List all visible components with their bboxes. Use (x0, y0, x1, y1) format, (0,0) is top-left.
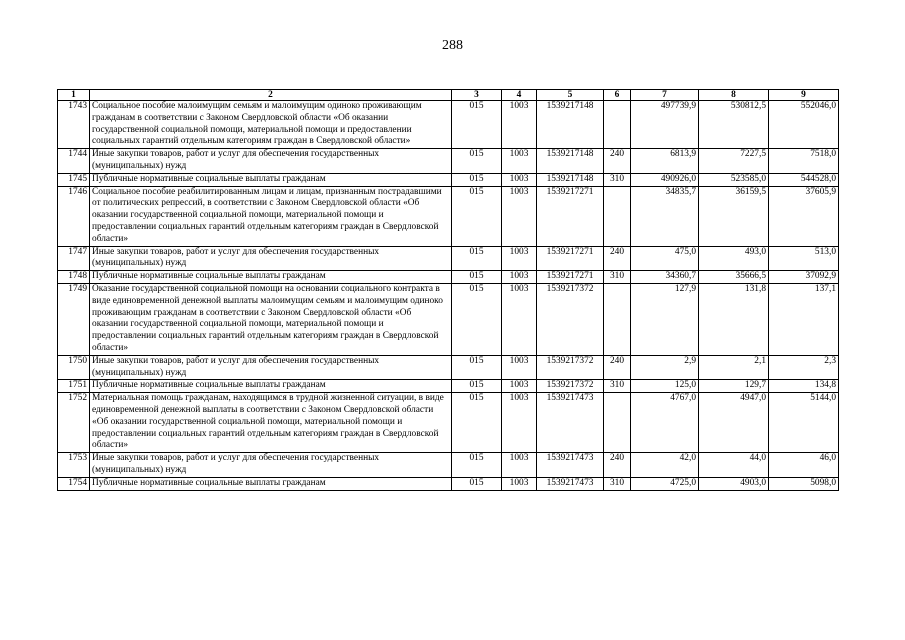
amount-col9: 37092,9 (769, 271, 839, 284)
amount-col8: 530812,5 (699, 101, 769, 149)
ministry-code: 015 (452, 477, 502, 490)
amount-col7: 34835,7 (631, 186, 699, 246)
ministry-code: 015 (452, 355, 502, 380)
expense-type-code (604, 186, 631, 246)
section-code: 1003 (502, 246, 537, 271)
column-header: 9 (769, 90, 839, 101)
amount-col8: 2,1 (699, 355, 769, 380)
table-row (58, 186, 839, 246)
row-number: 1753 (58, 453, 90, 478)
expense-type-code (604, 101, 631, 149)
row-number: 1746 (58, 186, 90, 246)
row-number: 1748 (58, 271, 90, 284)
expense-type-code: 240 (604, 246, 631, 271)
amount-col8: 523585,0 (699, 173, 769, 186)
amount-col7: 497739,9 (631, 101, 699, 149)
amount-col8: 44,0 (699, 453, 769, 478)
target-code: 1539217271 (537, 186, 604, 246)
amount-col7: 42,0 (631, 453, 699, 478)
ministry-code: 015 (452, 186, 502, 246)
row-description: Материальная помощь гражданам, находящимся в трудной жизненной ситуации, в виде единовременной денежной выплаты в соответствии с Законом Свердловской области «Об оказании государственной социальной помощи, материальной помощи и предоставлении социальных гарантий отдельным категориям граждан в Свердловской области» (90, 393, 452, 453)
column-header: 2 (90, 90, 452, 101)
target-code: 1539217372 (537, 283, 604, 355)
section-code: 1003 (502, 283, 537, 355)
amount-col7: 34360,7 (631, 271, 699, 284)
row-number: 1751 (58, 380, 90, 393)
row-description: Публичные нормативные социальные выплаты гражданам (90, 380, 452, 393)
expense-type-code: 240 (604, 355, 631, 380)
amount-col9: 7518,0 (769, 149, 839, 174)
row-description: Социальное пособие реабилитированным лицам и лицам, признанным пострадавшими от политических репрессий, в соответствии с Законом Свердловской области «Об оказании государственной социальной помощи, материальной помощи и предоставлении социальных гарантий отдельным категориям граждан в Свердловской области» (90, 186, 452, 246)
section-code: 1003 (502, 453, 537, 478)
table-row (58, 380, 839, 393)
section-code: 1003 (502, 101, 537, 149)
section-code: 1003 (502, 355, 537, 380)
row-number: 1752 (58, 393, 90, 453)
amount-col7: 127,9 (631, 283, 699, 355)
amount-col7: 490926,0 (631, 173, 699, 186)
expense-type-code: 310 (604, 271, 631, 284)
expense-type-code (604, 393, 631, 453)
row-description: Иные закупки товаров, работ и услуг для обеспечения государственных (муниципальных) нужд (90, 355, 452, 380)
table-row (58, 149, 839, 174)
row-number: 1745 (58, 173, 90, 186)
amount-col8: 35666,5 (699, 271, 769, 284)
row-description: Публичные нормативные социальные выплаты гражданам (90, 271, 452, 284)
row-description: Иные закупки товаров, работ и услуг для обеспечения государственных (муниципальных) нужд (90, 453, 452, 478)
amount-col9: 134,8 (769, 380, 839, 393)
row-description: Оказание государственной социальной помощи на основании социального контракта в виде единовременной денежной выплаты малоимущим семьям и малоимущим одиноко проживающим гражданам в соответствии с Законом Свердловской области «Об оказании государственной социальной помощи, материальной помощи и предоставлении социальных гарантий отдельным категориям граждан в Свердловской области» (90, 283, 452, 355)
target-code: 1539217372 (537, 355, 604, 380)
section-code: 1003 (502, 271, 537, 284)
amount-col9: 2,3 (769, 355, 839, 380)
column-header: 6 (604, 90, 631, 101)
row-description: Иные закупки товаров, работ и услуг для обеспечения государственных (муниципальных) нужд (90, 149, 452, 174)
table-row (58, 453, 839, 478)
amount-col7: 4767,0 (631, 393, 699, 453)
page-number: 288 (442, 38, 463, 53)
amount-col8: 493,0 (699, 246, 769, 271)
ministry-code: 015 (452, 393, 502, 453)
target-code: 1539217473 (537, 477, 604, 490)
target-code: 1539217148 (537, 173, 604, 186)
table-row (58, 271, 839, 284)
ministry-code: 015 (452, 283, 502, 355)
ministry-code: 015 (452, 453, 502, 478)
amount-col9: 37605,9 (769, 186, 839, 246)
table-row (58, 101, 839, 149)
expense-type-code: 310 (604, 477, 631, 490)
section-code: 1003 (502, 393, 537, 453)
ministry-code: 015 (452, 173, 502, 186)
row-description: Публичные нормативные социальные выплаты гражданам (90, 173, 452, 186)
amount-col7: 6813,9 (631, 149, 699, 174)
amount-col7: 125,0 (631, 380, 699, 393)
target-code: 1539217271 (537, 271, 604, 284)
row-description: Публичные нормативные социальные выплаты гражданам (90, 477, 452, 490)
amount-col8: 4947,0 (699, 393, 769, 453)
column-header: 3 (452, 90, 502, 101)
target-code: 1539217148 (537, 101, 604, 149)
row-number: 1750 (58, 355, 90, 380)
section-code: 1003 (502, 477, 537, 490)
column-header: 4 (502, 90, 537, 101)
column-header: 1 (58, 90, 90, 101)
amount-col9: 46,0 (769, 453, 839, 478)
amount-col9: 137,1 (769, 283, 839, 355)
amount-col9: 544528,0 (769, 173, 839, 186)
expense-type-code: 310 (604, 380, 631, 393)
amount-col8: 36159,5 (699, 186, 769, 246)
section-code: 1003 (502, 173, 537, 186)
expense-type-code: 240 (604, 453, 631, 478)
row-number: 1743 (58, 101, 90, 149)
amount-col8: 4903,0 (699, 477, 769, 490)
table-row (58, 393, 839, 453)
target-code: 1539217148 (537, 149, 604, 174)
expense-type-code (604, 283, 631, 355)
row-number: 1744 (58, 149, 90, 174)
row-number: 1749 (58, 283, 90, 355)
amount-col7: 4725,0 (631, 477, 699, 490)
amount-col9: 552046,0 (769, 101, 839, 149)
expense-type-code: 240 (604, 149, 631, 174)
expense-type-code: 310 (604, 173, 631, 186)
amount-col8: 131,8 (699, 283, 769, 355)
target-code: 1539217473 (537, 393, 604, 453)
row-description: Социальное пособие малоимущим семьям и малоимущим одиноко проживающим гражданам в соответствии с Законом Свердловской области «Об оказании государственной социальной помощи, материальной помощи и предоставлении социальных гарантий отдельным категориям граждан в Свердловской области» (90, 101, 452, 149)
amount-col9: 5144,0 (769, 393, 839, 453)
section-code: 1003 (502, 380, 537, 393)
column-header: 8 (699, 90, 769, 101)
amount-col9: 513,0 (769, 246, 839, 271)
amount-col7: 475,0 (631, 246, 699, 271)
row-number: 1754 (58, 477, 90, 490)
amount-col9: 5098,0 (769, 477, 839, 490)
ministry-code: 015 (452, 101, 502, 149)
table-row (58, 246, 839, 271)
amount-col8: 129,7 (699, 380, 769, 393)
ministry-code: 015 (452, 271, 502, 284)
header-row (58, 90, 839, 101)
ministry-code: 015 (452, 149, 502, 174)
table-row (58, 173, 839, 186)
column-header: 5 (537, 90, 604, 101)
amount-col7: 2,9 (631, 355, 699, 380)
target-code: 1539217271 (537, 246, 604, 271)
section-code: 1003 (502, 149, 537, 174)
section-code: 1003 (502, 186, 537, 246)
row-number: 1747 (58, 246, 90, 271)
amount-col8: 7227,5 (699, 149, 769, 174)
row-description: Иные закупки товаров, работ и услуг для обеспечения государственных (муниципальных) нужд (90, 246, 452, 271)
column-header: 7 (631, 90, 699, 101)
target-code: 1539217473 (537, 453, 604, 478)
table-row (58, 477, 839, 490)
ministry-code: 015 (452, 380, 502, 393)
target-code: 1539217372 (537, 380, 604, 393)
table-row (58, 283, 839, 355)
table-row (58, 355, 839, 380)
ministry-code: 015 (452, 246, 502, 271)
budget-table (57, 89, 839, 491)
